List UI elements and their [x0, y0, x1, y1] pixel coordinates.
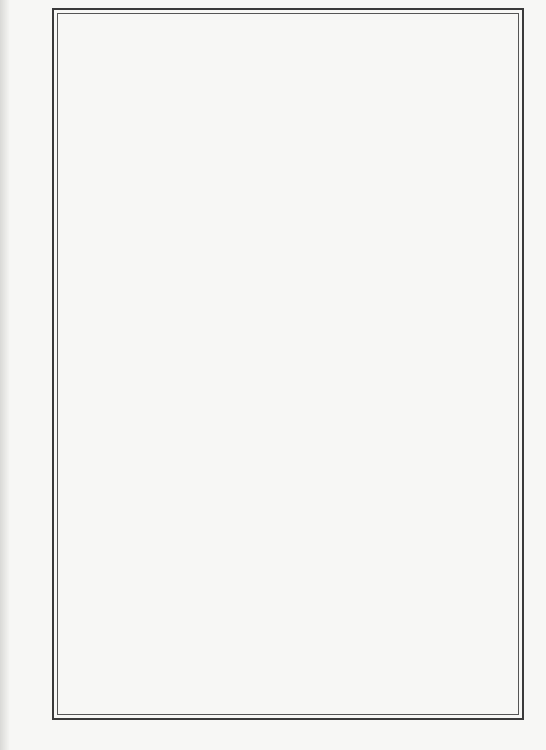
- scan-edge-shadow: [0, 0, 10, 750]
- page-border-inner: [57, 13, 519, 715]
- document-body: [86, 28, 501, 49]
